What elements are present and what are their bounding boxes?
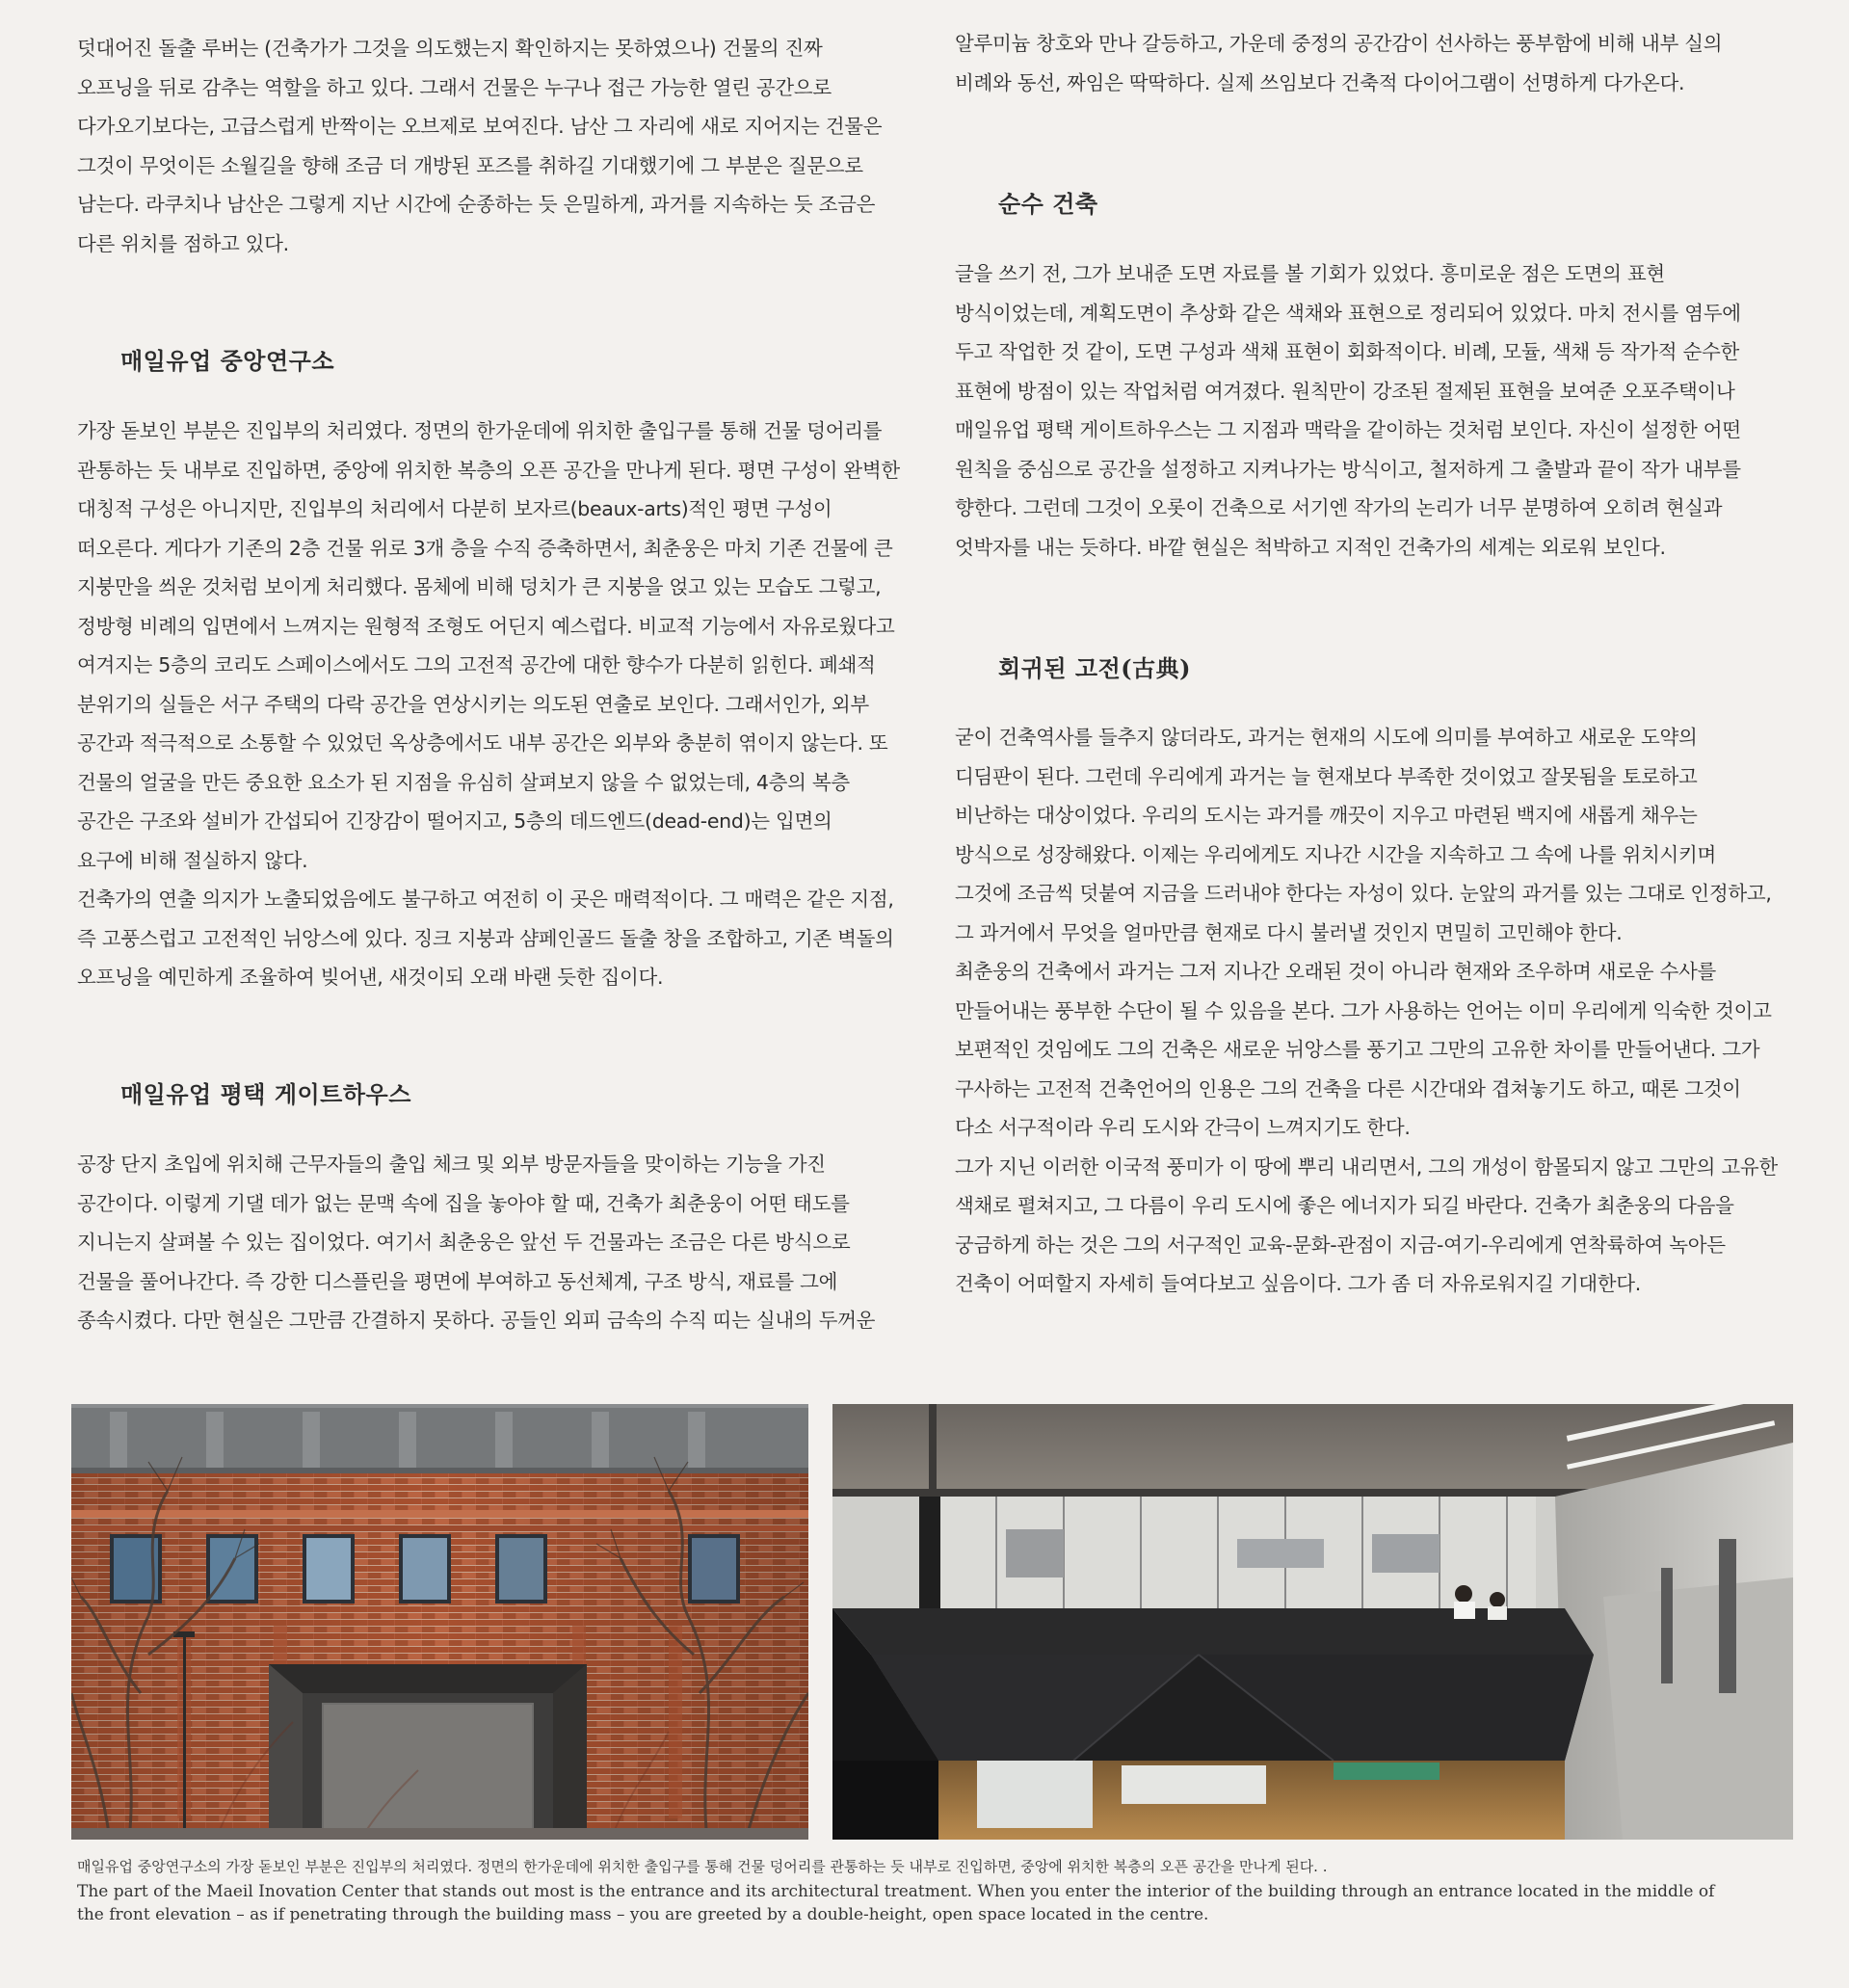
- section-returned-classic-block: [955, 718, 1778, 1304]
- section-returned-classic-body: 굳이 건축역사를 들추지 않더라도, 과거는 현재의 시도에 의미를 부여하고 새로운 도약의 디딤판이 된다. 그런데 우리에게 과거는 늘 현재보다 부족한 것이었고 잘못됨을 토로하고 비난하는 대상이었다. 우리의 도시는 과거를 깨끗이 지우고 마련된 백지에 새롭게 채우는 방식으로 성장해왔다. 이제는 우리에게도 지나간 시간을 지속하고 그 속에 나를 위치시키며 그것에 조금씩 덧붙여 지금을 드러내야 한다는 자성이 있다. 눈앞의 과거를 있는 그대로 인정하고, 그 과거에서 무엇을 얼마만큼 현재로 다시 불러낼 것인지 면밀히 고민해야 한다. 최춘웅의 건축에서 과거는 그저 지나간 오래된 것이 아니라 현재와 조우하며 새로운 수사를 만들어내는 풍부한 수단이 될 수 있음을 본다. 그가 사용하는 언어는 이미 우리에게 익숙한 것이고 보편적인 것임에도 그의 건축은 새로운 뉘앙스를 풍기고 그만의 고유한 차이를 만들어낸다. 그가 구사하는 고전적 건축언어의 인용은 그의 건축을 다른 시간대와 겹쳐놓기도 하고, 때론 그것이 다소 서구적이라 우리 도시와 간극이 느껴지기도 한다. 그가 지닌 이러한 이국적 풍미가 이 땅에 뿌리 내리면서, 그의 개성이 함몰되지 않고 그만의 고유한 색채로 펼쳐지고, 그 다름이 우리 도시에 좋은 에너지가 되길 바란다. 건축가 최춘웅의 다음을 궁금하게 하는 것은 그의 서구적인 교육-문화-관점이 지금-여기-우리에게 연착륙하여 녹아든 건축이 어떠할지 자세히 들여다보고 싶음이다. 그가 좀 더 자유로워지길 기대한다.: [955, 726, 1778, 1295]
- section-maeil-research-body: 가장 돋보인 부분은 진입부의 처리였다. 정면의 한가운데에 위치한 출입구를 통해 건물 덩어리를 관통하는 듯 내부로 진입하면, 중앙에 위치한 복층의 오픈 공간을 만나게 된다. 평면 구성이 완벽한 대칭적 구성은 아니지만, 진입부의 처리에서 다분히 보자르(beaux-arts)적인 평면 구성이 떠오른다. 게다가 기존의 2층 건물 위로 3개 층을 수직 증축하면서, 최춘웅은 마치 기존 건물에 큰 지붕만을 씌운 것처럼 보이게 처리했다. 몸체에 비해 덩치가 큰 지붕을 얹고 있는 모습도 그렇고, 정방형 비례의 입면에서 느껴지는 원형적 조형도 어딘지 예스럽다. 비교적 기능에서 자유로웠다고 여겨지는 5층의 코리도 스페이스에서도 그의 고전적 공간에 대한 향수가 다분히 읽힌다. 폐쇄적 분위기의 실들은 서구 주택의 다락 공간을 연상시키는 의도된 연출로 보인다. 그래서인가, 외부 공간과 적극적으로 소통할 수 있었던 옥상층에서도 내부 공간은 외부와 충분히 엮이지 않는다. 또 건물의 얼굴을 만든 중요한 요소가 된 지점을 유심히 살펴보지 않을 수 없었는데, 4층의 복층 공간은 구조와 설비가 간섭되어 긴장감이 떨어지고, 5층의 데드엔드(dead-end)는 입면의 요구에 비해 절실하지 않다. 건축가의 연출 의지가 노출되었음에도 불구하고 여전히 이 곳은 매력적이다. 그 매력은 같은 지점, 즉 고풍스럽고 고전적인 뉘앙스에 있다. 징크 지붕과 샴페인골드 돌출 창을 조합하고, 기존 벽돌의 오프닝을 예민하게 조율하여 빚어낸, 새것이되 오래 바랜 듯한 집이다.: [77, 419, 900, 989]
- section-heading-pure-architecture: 순수 건축: [998, 190, 1098, 218]
- section-pure-architecture-body: 글을 쓰기 전, 그가 보내준 도면 자료를 볼 기회가 있었다. 흥미로운 점은 도면의 표현 방식이었는데, 계획도면이 추상화 같은 색채와 표현으로 정리되어 있었다. 마치 전시를 염두에 두고 작업한 것 같이, 도면 구성과 색채 표현이 회화적이다. 비례, 모듈, 색채 등 작가적 순수한 표현에 방점이 있는 작업처럼 여겨졌다. 원칙만이 강조된 절제된 표현을 보여준 오포주택이나 매일유업 평택 게이트하우스는 그 지점과 맥락을 같이하는 것처럼 보인다. 자신이 설정한 어떤 원칙을 중심으로 공간을 설정하고 지켜나가는 방식이고, 철저하게 그 출발과 끝이 작가 내부를 향한다. 그런데 그것이 오롯이 건축으로 서기엔 작가의 논리가 너무 분명하여 오히려 현실과 엇박자를 내는 듯하다. 바깥 현실은 척박하고 지적인 건축가의 세계는 외로워 보인다.: [955, 262, 1741, 559]
- caption-korean: 매일유업 중앙연구소의 가장 돋보인 부분은 진입부의 처리였다. 정면의 한가운데에 위치한 출입구를 통해 건물 덩어리를 관통하는 듯 내부로 진입하면, 중앙에 위치한 복층의 오픈 공간을 만나게 된다. .: [77, 1858, 1328, 1875]
- photo-caption: [77, 1855, 1792, 1926]
- section-maeil-research-block: [77, 411, 900, 997]
- upper-lab-glazing: [938, 1497, 1536, 1612]
- section-heading-maeil-research: 매일유업 중앙연구소: [120, 347, 335, 375]
- section-pure-architecture-block: [955, 254, 1741, 567]
- left-intro-block: [77, 29, 882, 263]
- section-pyeongtaek-gatehouse-block: [77, 1145, 875, 1340]
- right-intro-block: [955, 24, 1722, 102]
- section-heading-returned-classic: 회귀된 고전(古典): [998, 654, 1191, 682]
- photo-brick-facade: [71, 1404, 808, 1840]
- dark-folded-volume: [832, 1608, 1594, 1761]
- facade-entrance: [269, 1664, 587, 1840]
- section-pyeongtaek-gatehouse-body: 공장 단지 초입에 위치해 근무자들의 출입 체크 및 외부 방문자들을 맞이하는 기능을 가진 공간이다. 이렇게 기댈 데가 없는 문맥 속에 집을 놓아야 할 때, 건축가 최춘웅이 어떤 태도를 지니는지 살펴볼 수 있는 집이었다. 여기서 최춘웅은 앞선 두 건물과는 조금은 다른 방식으로 건물을 풀어나간다. 즉 강한 디스플린을 평면에 부여하고 동선체계, 구조 방식, 재료를 그에 종속시켰다. 다만 현실은 그만큼 간결하지 못하다. 공들인 외피 금속의 수직 띠는 실내의 두꺼운: [77, 1153, 876, 1332]
- right-intro-paragraph: 알루미늄 창호와 만나 갈등하고, 가운데 중정의 공간감이 선사하는 풍부함에 비해 내부 실의 비례와 동선, 짜임은 딱딱하다. 실제 쓰임보다 건축적 다이어그램이 선명하게 다가온다.: [955, 32, 1723, 94]
- left-intro-paragraph: 덧대어진 돌출 루버는 (건축가가 그것을 의도했는지 확인하지는 못하였으나) 건물의 진짜 오프닝을 뒤로 감추는 역할을 하고 있다. 그래서 건물은 누구나 접근 가능한 열린 공간으로 다가오기보다는, 고급스럽게 반짝이는 오브제로 보여진다. 남산 그 자리에 새로 지어지는 건물은 그것이 무엇이든 소월길을 향해 조금 더 개방된 포즈를 취하길 기대했기에 그 부분은 질문으로 남는다. 라쿠치나 남산은 그렇게 지난 시간에 순종하는 듯 은밀하게, 과거를 지속하는 듯 조금은 다른 위치를 점하고 있다.: [77, 37, 883, 255]
- caption-english: The part of the Maeil Inovation Center that stands out most is the entrance and its architectural treatment. When you enter the interior of the building through an entrance located in the middle of the front elevation – as if penetrating through the building mass – you are greeted by a double-height, open space located in the centre.: [77, 1882, 1715, 1924]
- section-heading-pyeongtaek-gatehouse: 매일유업 평택 게이트하우스: [120, 1080, 411, 1108]
- brick-facade-illustration: [71, 1404, 808, 1840]
- photo-interior-atrium: [832, 1404, 1793, 1840]
- interior-atrium-illustration: [832, 1404, 1793, 1840]
